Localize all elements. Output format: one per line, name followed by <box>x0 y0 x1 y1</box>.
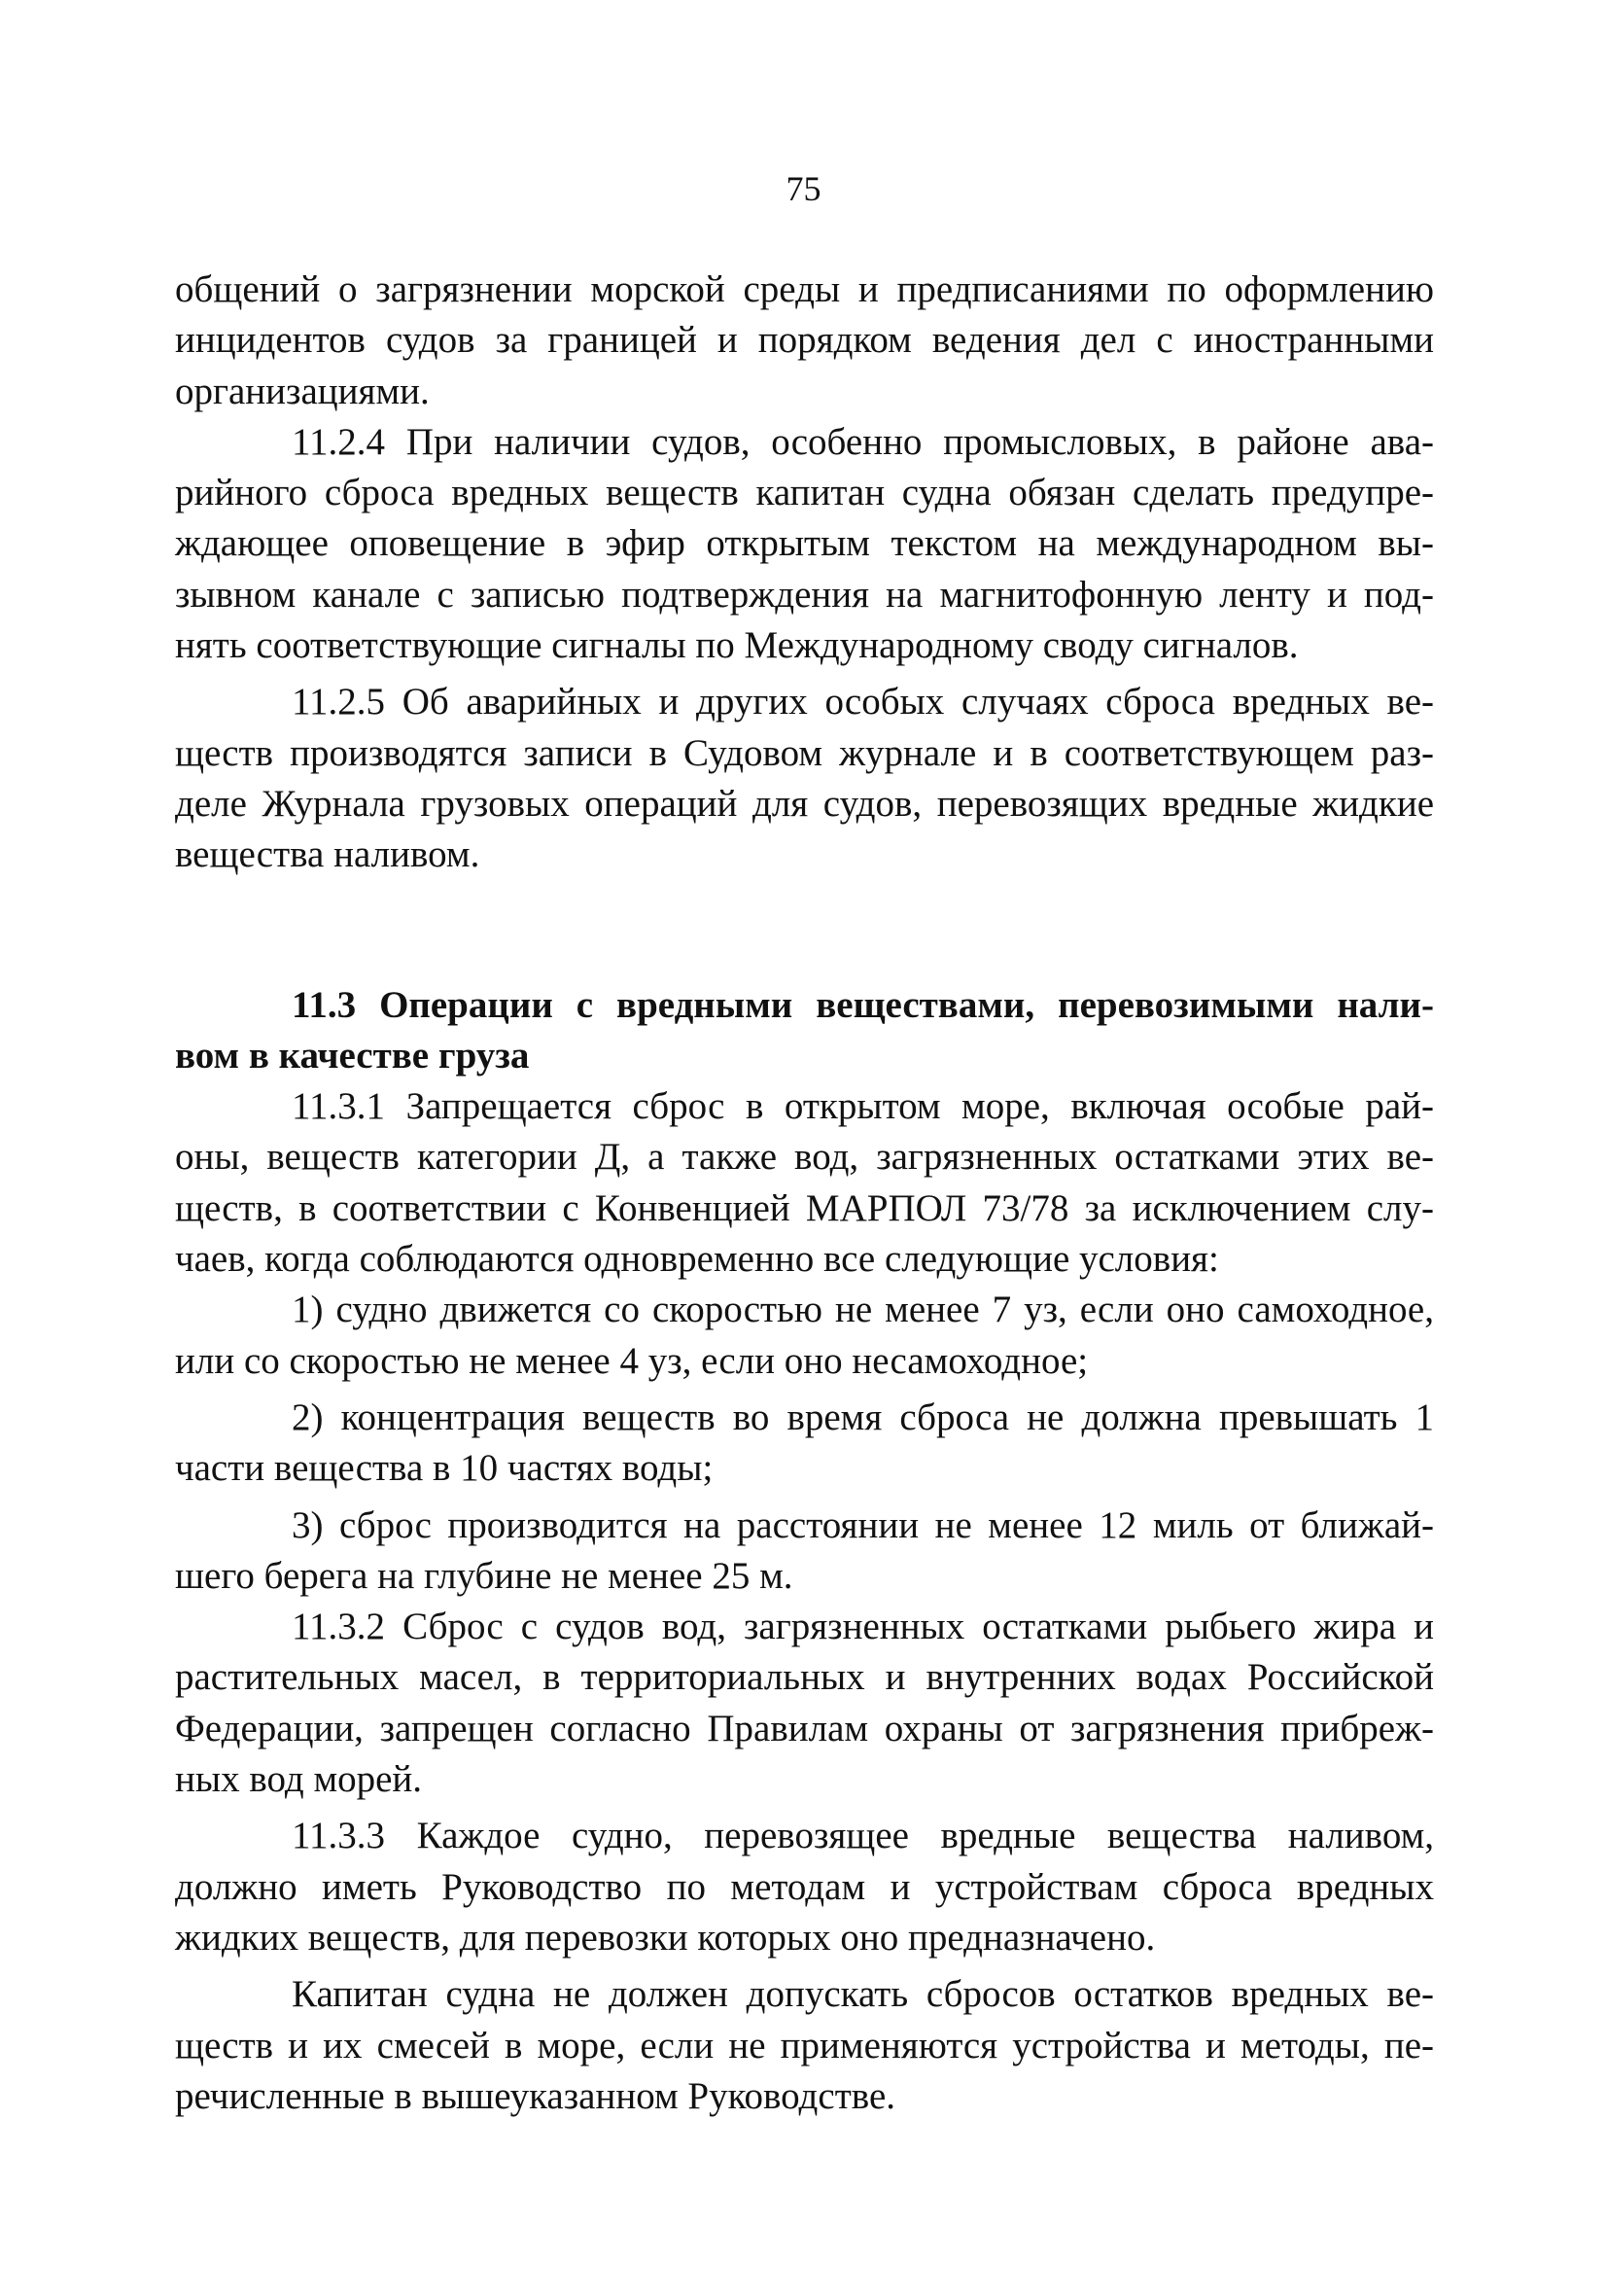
heading-line: 11.3 Операции с вредными веществами, перевозимыми нали- <box>292 983 1434 1026</box>
text-line: организациями. <box>175 370 430 412</box>
list-item-condition-2 <box>175 1393 1434 1495</box>
list-item-condition-1 <box>175 1285 1434 1387</box>
text-line: 11.3.2 Сброс с судов вод, загрязненных остатками рыбьего жира и <box>292 1606 1434 1648</box>
text-line: речисленные в вышеуказанном Руководстве. <box>175 2074 895 2117</box>
text-line: нять соответствующие сигналы по Международному своду сигналов. <box>175 624 1299 667</box>
text-line: должно иметь Руководство по методам и устройствам сброса вредных <box>175 1865 1434 1908</box>
text-line: 3) сброс производится на расстоянии не менее 12 миль от ближай- <box>292 1503 1434 1546</box>
text-line: Капитан судна не должен допускать сбросов остатков вредных ве- <box>292 1973 1434 2016</box>
page-number: 75 <box>786 169 821 208</box>
text-line: рийного сброса вредных веществ капитан судна обязан сделать предупре- <box>175 472 1434 514</box>
text-line: зывном канале с записью подтверждения на магнитофонную ленту и под- <box>175 573 1434 616</box>
paragraph-11-3-2 <box>175 1602 1434 1805</box>
text-line: общений о загрязнении морской среды и предписаниями по оформлению <box>175 268 1434 310</box>
text-line: чаев, когда соблюдаются одновременно все следующие условия: <box>175 1238 1219 1281</box>
text-line: ных вод морей. <box>175 1758 423 1801</box>
text-line: инцидентов судов за границей и порядком ведения дел с иностранными <box>175 319 1434 362</box>
text-line: ществ и их смесей в море, если не применяются устройства и методы, пе- <box>175 2024 1434 2066</box>
text-line: 1) судно движется со скоростью не менее 7 уз, если оно самоходное, <box>292 1289 1434 1331</box>
page-body <box>175 265 1434 2122</box>
text-line: 2) концентрация веществ во время сброса не должна превышать 1 <box>292 1395 1434 1438</box>
paragraph-captain-duty <box>175 1969 1434 2122</box>
section-heading <box>175 980 1434 1082</box>
text-line: жидких веществ, для перевозки которых оно предназначено. <box>175 1916 1156 1959</box>
list-item-condition-3 <box>175 1501 1434 1603</box>
paragraph-11-3-3 <box>175 1811 1434 1963</box>
text-line: 11.3.3 Каждое судно, перевозящее вредные вещества наливом, <box>292 1815 1434 1857</box>
text-line: растительных масел, в территориальных и внутренних водах Российской <box>175 1656 1434 1699</box>
paragraph-11-2-5 <box>175 677 1434 880</box>
text-line: оны, веществ категории Д, а также вод, загрязненных остатками этих ве- <box>175 1136 1434 1179</box>
paragraph-11-2-4 <box>175 417 1434 671</box>
text-line: ждающее оповещение в эфир открытым текстом на международном вы- <box>175 522 1434 565</box>
text-line: 11.3.1 Запрещается сброс в открытом море, включая особые рай- <box>292 1085 1434 1128</box>
paragraph-continuation <box>175 265 1434 417</box>
paragraph-11-3-1 <box>175 1081 1434 1285</box>
text-line: или со скоростью не менее 4 уз, если оно несамоходное; <box>175 1339 1089 1382</box>
text-line: Федерации, запрещен согласно Правилам охраны от загрязнения прибреж- <box>175 1707 1434 1749</box>
text-line: 11.2.4 При наличии судов, особенно промысловых, в районе ава- <box>292 420 1434 463</box>
text-line: деле Журнала грузовых операций для судов, перевозящих вредные жидкие <box>175 782 1434 825</box>
text-line: вещества наливом. <box>175 833 480 876</box>
text-line: 11.2.5 Об аварийных и других особых случаях сброса вредных ве- <box>292 681 1434 724</box>
text-line: части вещества в 10 частях воды; <box>175 1447 714 1490</box>
text-line: ществ производятся записи в Судовом журнале и в соответствующем раз- <box>175 731 1434 774</box>
text-line: шего берега на глубине не менее 25 м. <box>175 1554 793 1597</box>
text-line: ществ, в соответствии с Конвенцией МАРПОЛ 73/78 за исключением слу- <box>175 1186 1434 1229</box>
heading-line: вом в качестве груза <box>175 1034 530 1077</box>
